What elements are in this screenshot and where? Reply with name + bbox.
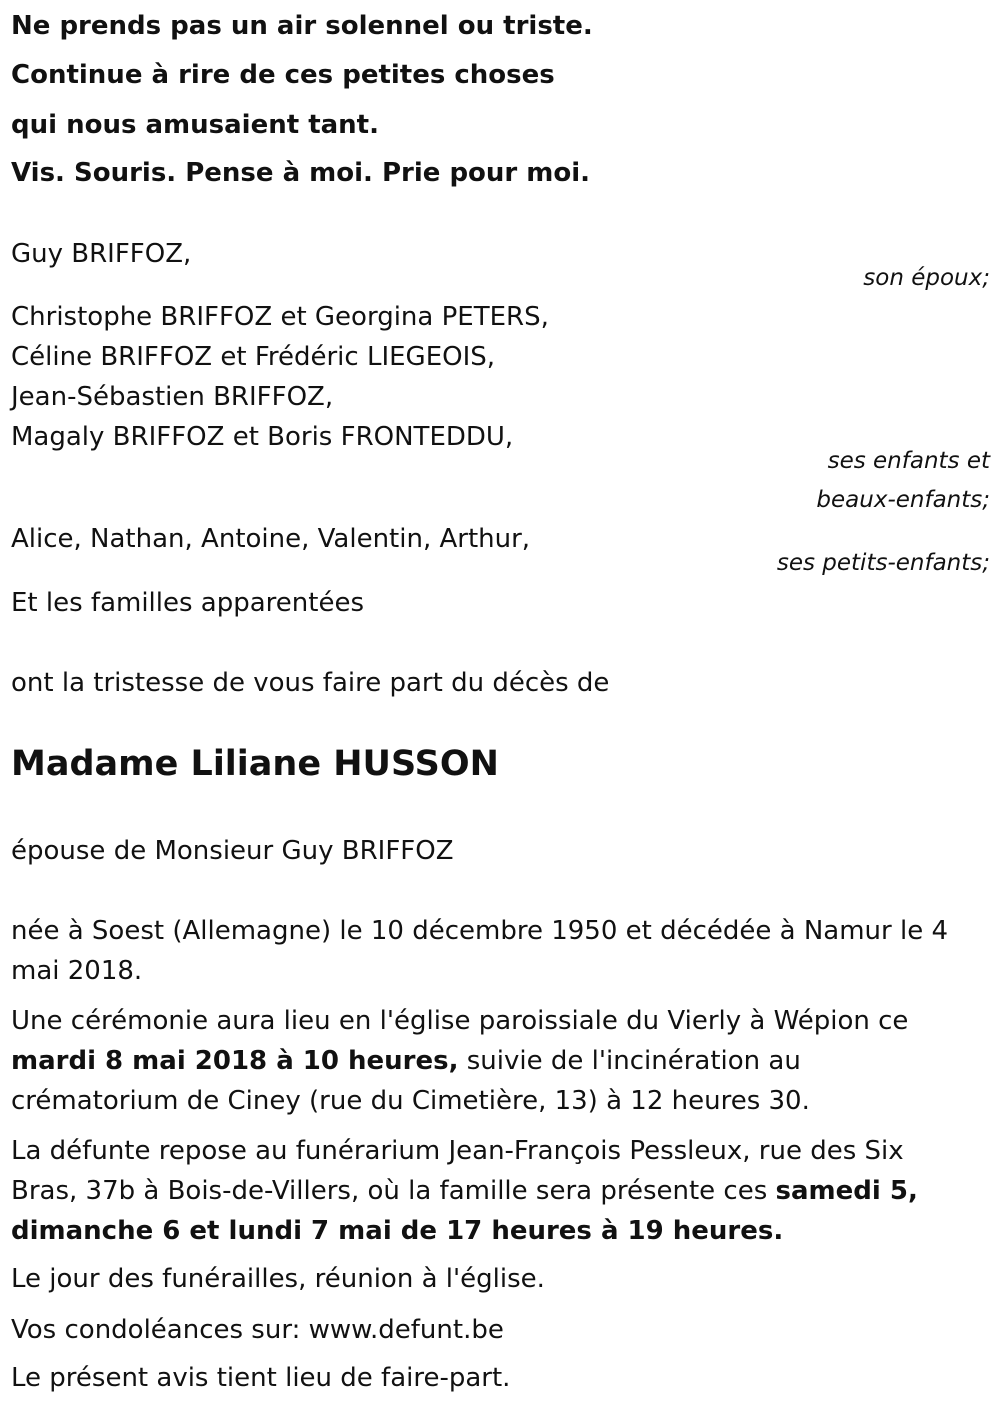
grandchildren-role: ses petits-enfants; bbox=[776, 550, 990, 576]
closing-line-3: Le présent avis tient lieu de faire-part. bbox=[11, 1363, 511, 1393]
relatives: Et les familles apparentées bbox=[11, 588, 365, 618]
deceased-name: Madame Liliane HUSSON bbox=[11, 744, 499, 784]
birth-death-info: née à Soest (Allemagne) le 10 décembre 1950 et décédée à Namur le 4 mai 2018. bbox=[11, 916, 949, 986]
announcement: ont la tristesse de vous faire part du décès de bbox=[11, 668, 610, 698]
viewing-info bbox=[11, 1131, 971, 1251]
ceremony-date: mardi 8 mai 2018 à 10 heures, bbox=[11, 1046, 459, 1076]
spouse-name: Guy BRIFFOZ, bbox=[11, 239, 192, 269]
closing-line-1: Le jour des funérailles, réunion à l'église. bbox=[11, 1264, 545, 1294]
child-3: Jean-Sébastien BRIFFOZ, bbox=[11, 382, 334, 412]
closing-line-2: Vos condoléances sur: www.defunt.be bbox=[11, 1315, 504, 1345]
poem-line-2: Continue à rire de ces petites choses bbox=[11, 60, 555, 90]
poem-line-3: qui nous amusaient tant. bbox=[11, 110, 379, 140]
poem-line-1: Ne prends pas un air solennel ou triste. bbox=[11, 11, 593, 41]
child-1: Christophe BRIFFOZ et Georgina PETERS, bbox=[11, 302, 549, 332]
children-role-line-1: ses enfants et bbox=[827, 448, 990, 474]
grandchildren: Alice, Nathan, Antoine, Valentin, Arthur, bbox=[11, 524, 531, 554]
child-2: Céline BRIFFOZ et Frédéric LIEGEOIS, bbox=[11, 342, 496, 372]
ceremony-rest: suivie de l'incinération au crématorium de Ciney (rue du Cimetière, 13) à 12 heures 30. bbox=[11, 1046, 810, 1116]
ceremony-info bbox=[11, 1001, 971, 1121]
poem-line-4: Vis. Souris. Pense à moi. Prie pour moi. bbox=[11, 158, 591, 188]
deceased-spouse-of: épouse de Monsieur Guy BRIFFOZ bbox=[11, 836, 454, 866]
spouse-role: son époux; bbox=[863, 265, 990, 291]
child-4: Magaly BRIFFOZ et Boris FRONTEDDU, bbox=[11, 422, 514, 452]
viewing-intro: La défunte repose au funérarium Jean-François Pessleux, rue des Six Bras, 37b à Bois-de-Villers, où la famille sera présente ces bbox=[11, 1136, 904, 1206]
ceremony-intro: Une cérémonie aura lieu en l'église paroissiale du Vierly à Wépion ce bbox=[11, 1006, 909, 1036]
viewing-dates: samedi 5, dimanche 6 et lundi 7 mai de 17 heures à 19 heures. bbox=[11, 1176, 918, 1246]
children-role-line-2: beaux-enfants; bbox=[816, 487, 990, 513]
